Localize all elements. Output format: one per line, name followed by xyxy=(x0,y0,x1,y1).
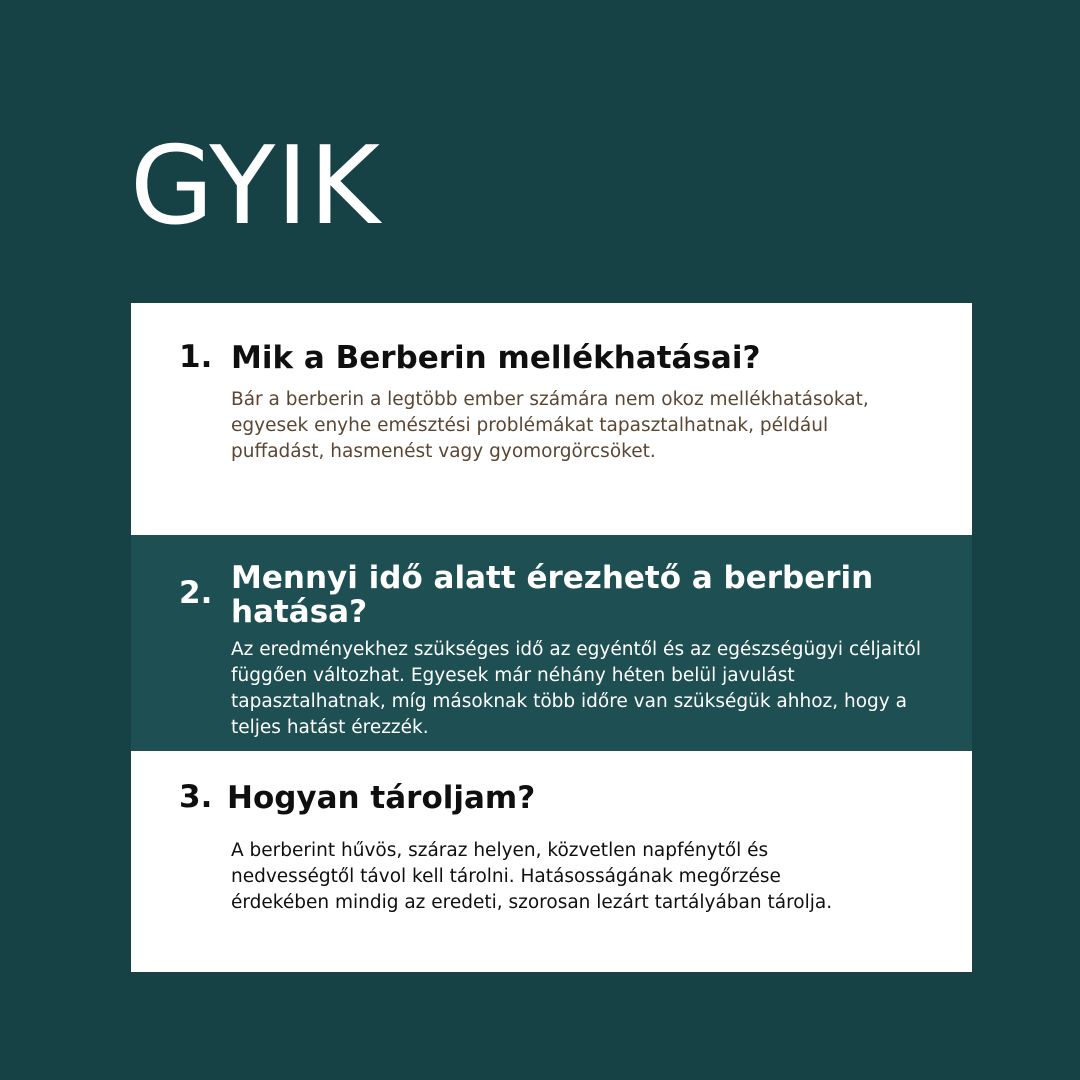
faq-number: 3. xyxy=(179,779,213,815)
faq-item-1 xyxy=(131,303,972,535)
faq-item-3 xyxy=(131,751,972,972)
faq-question: Mik a Berberin mellékhatásai? xyxy=(231,340,761,376)
faq-answer: Bár a berberin a legtöbb ember számára nem okoz mellékhatásokat, egyesek enyhe emésztési problémákat tapasztalhatnak, például puffadást, hasmenést vagy gyomorgörcsöket. xyxy=(231,389,869,462)
faq-number: 2. xyxy=(179,575,213,611)
faq-question: Hogyan tároljam? xyxy=(227,780,536,816)
faq-question: Mennyi idő alatt érezhető a berberin hatása? xyxy=(231,560,874,630)
page-title: GYIK xyxy=(130,124,381,249)
faq-number: 1. xyxy=(179,339,213,375)
faq-answer: A berberint hűvös, száraz helyen, közvetlen napfénytől és nedvességtől távol kell tárolni. Hatásosságának megőrzése érdekében mindig az eredeti, szorosan lezárt tartályában tárolja. xyxy=(231,840,833,913)
faq-answer: Az eredményekhez szükséges idő az egyéntől és az egészségügyi céljaitól függően változhat. Egyesek már néhány héten belül javulást tapasztalhatnak, míg másoknak több időre van szükségük ahhoz, hogy a teljes hatást érezzék. xyxy=(231,639,921,738)
faq-item-2 xyxy=(131,535,972,751)
